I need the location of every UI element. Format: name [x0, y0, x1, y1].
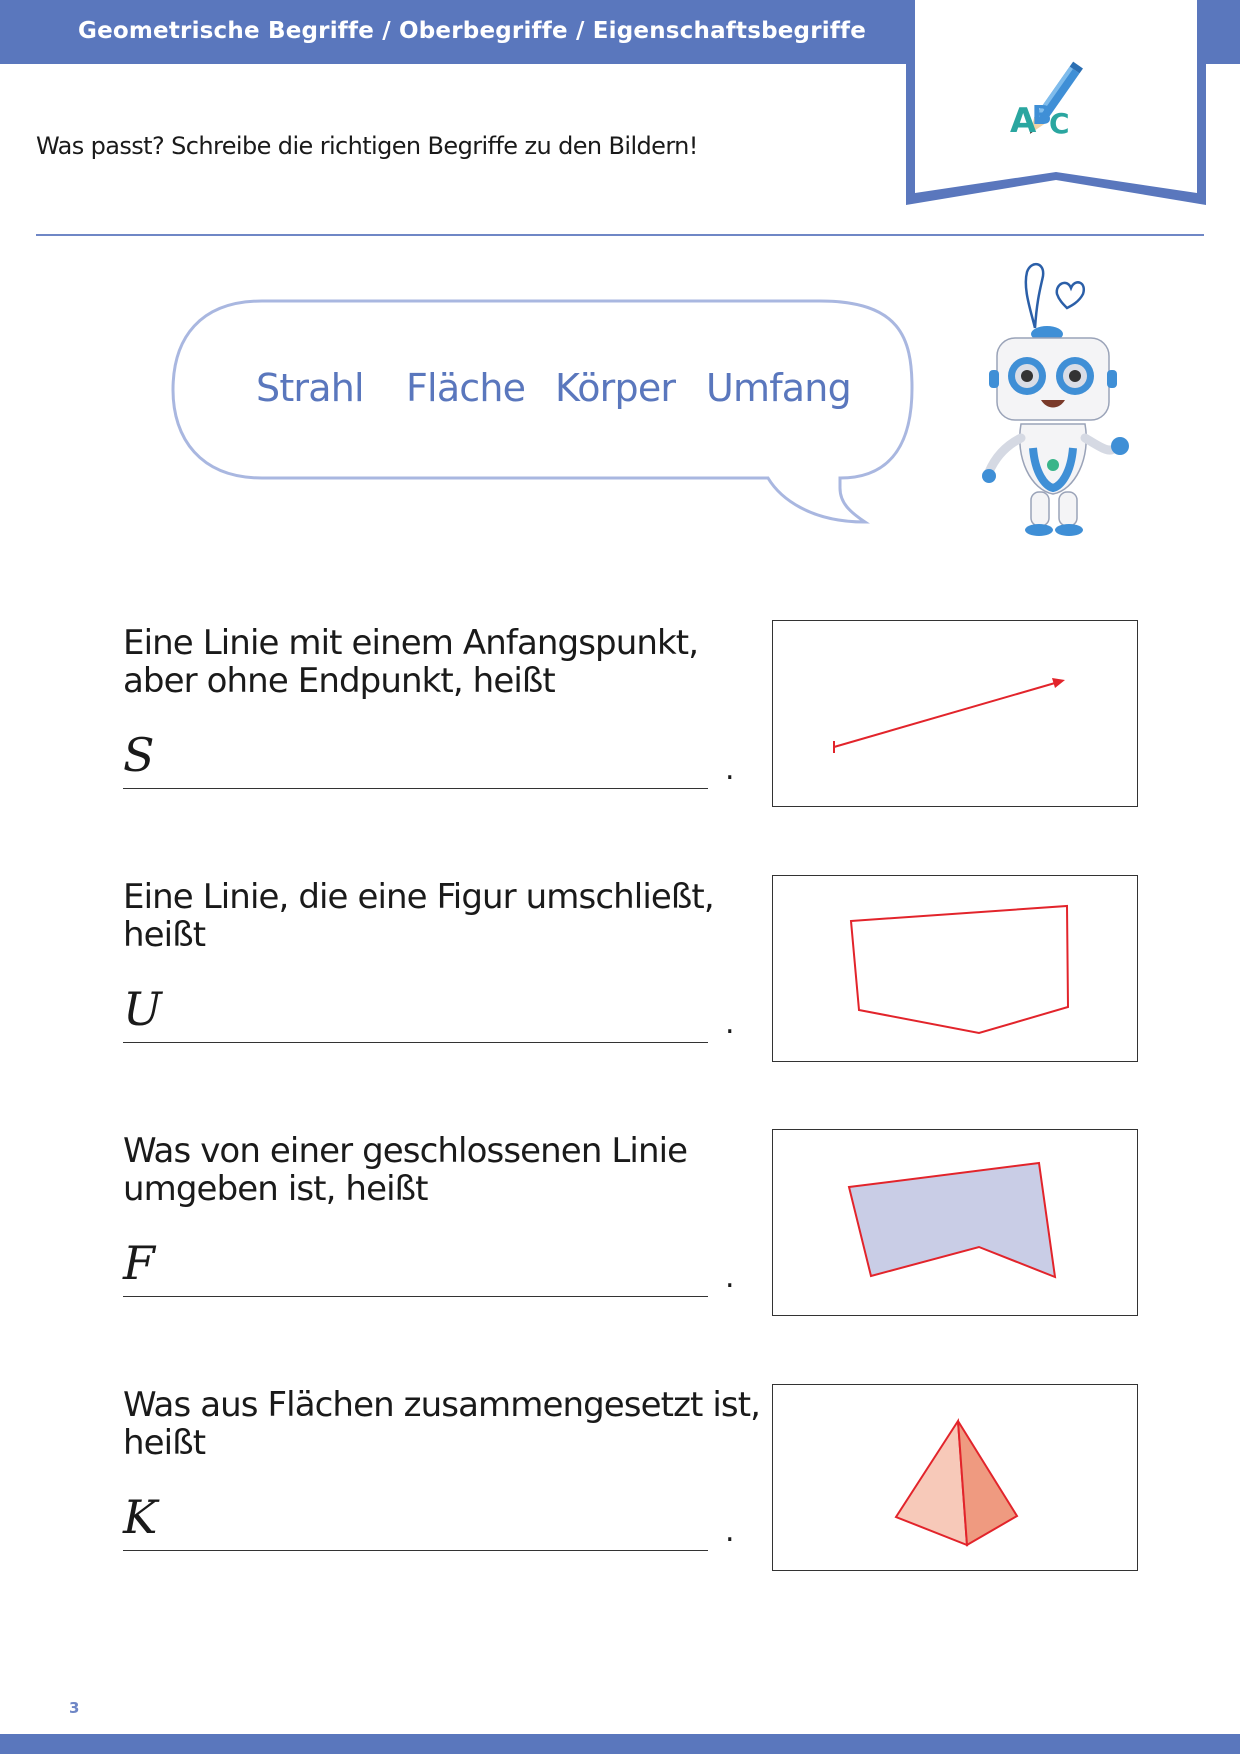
- polygon-outline-figure: [773, 876, 1139, 1063]
- figure-box: [772, 1129, 1138, 1316]
- answer-end-mark: .: [725, 1514, 735, 1549]
- word-bank-item: Fläche: [406, 366, 526, 410]
- ray-figure: [773, 621, 1139, 808]
- speech-bubble: [170, 298, 915, 528]
- answer-line[interactable]: [123, 1296, 708, 1297]
- task-question: Eine Linie mit einem Anfangspunkt, aber ohne Endpunkt, heißt: [123, 623, 699, 701]
- answer-line[interactable]: [123, 788, 708, 789]
- divider: [36, 234, 1204, 236]
- answer-start-letter: U: [123, 982, 162, 1036]
- pyramid-figure: [773, 1385, 1139, 1572]
- abc-tab: [906, 0, 1206, 210]
- task-question: Eine Linie, die eine Figur umschließt, heißt: [123, 877, 714, 955]
- page-title: Geometrische Begriffe / Oberbegriffe / Eigenschaftsbegriffe: [78, 18, 867, 44]
- answer-start-letter: F: [123, 1236, 155, 1290]
- svg-text:C: C: [1049, 107, 1070, 140]
- answer-start-letter: K: [123, 1490, 158, 1544]
- word-bank-item: Umfang: [706, 366, 851, 410]
- answer-end-mark: .: [725, 752, 735, 787]
- answer-end-mark: .: [725, 1006, 735, 1041]
- page-number: 3: [69, 1699, 80, 1717]
- task-1: [123, 623, 763, 787]
- svg-text:B: B: [1032, 101, 1052, 131]
- word-bank-item: Strahl: [256, 366, 364, 410]
- figure-box: [772, 620, 1138, 807]
- task-question: Was aus Flächen zusammengesetzt ist, heißt: [123, 1385, 761, 1463]
- figure-box: [772, 1384, 1138, 1571]
- answer-start-letter: S: [123, 728, 155, 782]
- footer-bar: [0, 1734, 1240, 1754]
- instruction-text: Was passt? Schreibe die richtigen Begriffe zu den Bildern!: [36, 132, 698, 160]
- task-2: [123, 877, 763, 1041]
- answer-line[interactable]: [123, 1550, 708, 1551]
- word-bank-item: Körper: [555, 366, 676, 410]
- task-4: [123, 1385, 763, 1549]
- answer-line[interactable]: [123, 1042, 708, 1043]
- filled-polygon-figure: [773, 1130, 1139, 1317]
- svg-text:A: A: [1010, 101, 1037, 141]
- task-question: Was von einer geschlossenen Linie umgeben ist, heißt: [123, 1131, 688, 1209]
- robot-mascot: [975, 258, 1135, 548]
- figure-box: [772, 875, 1138, 1062]
- task-3: [123, 1131, 763, 1295]
- answer-end-mark: .: [725, 1260, 735, 1295]
